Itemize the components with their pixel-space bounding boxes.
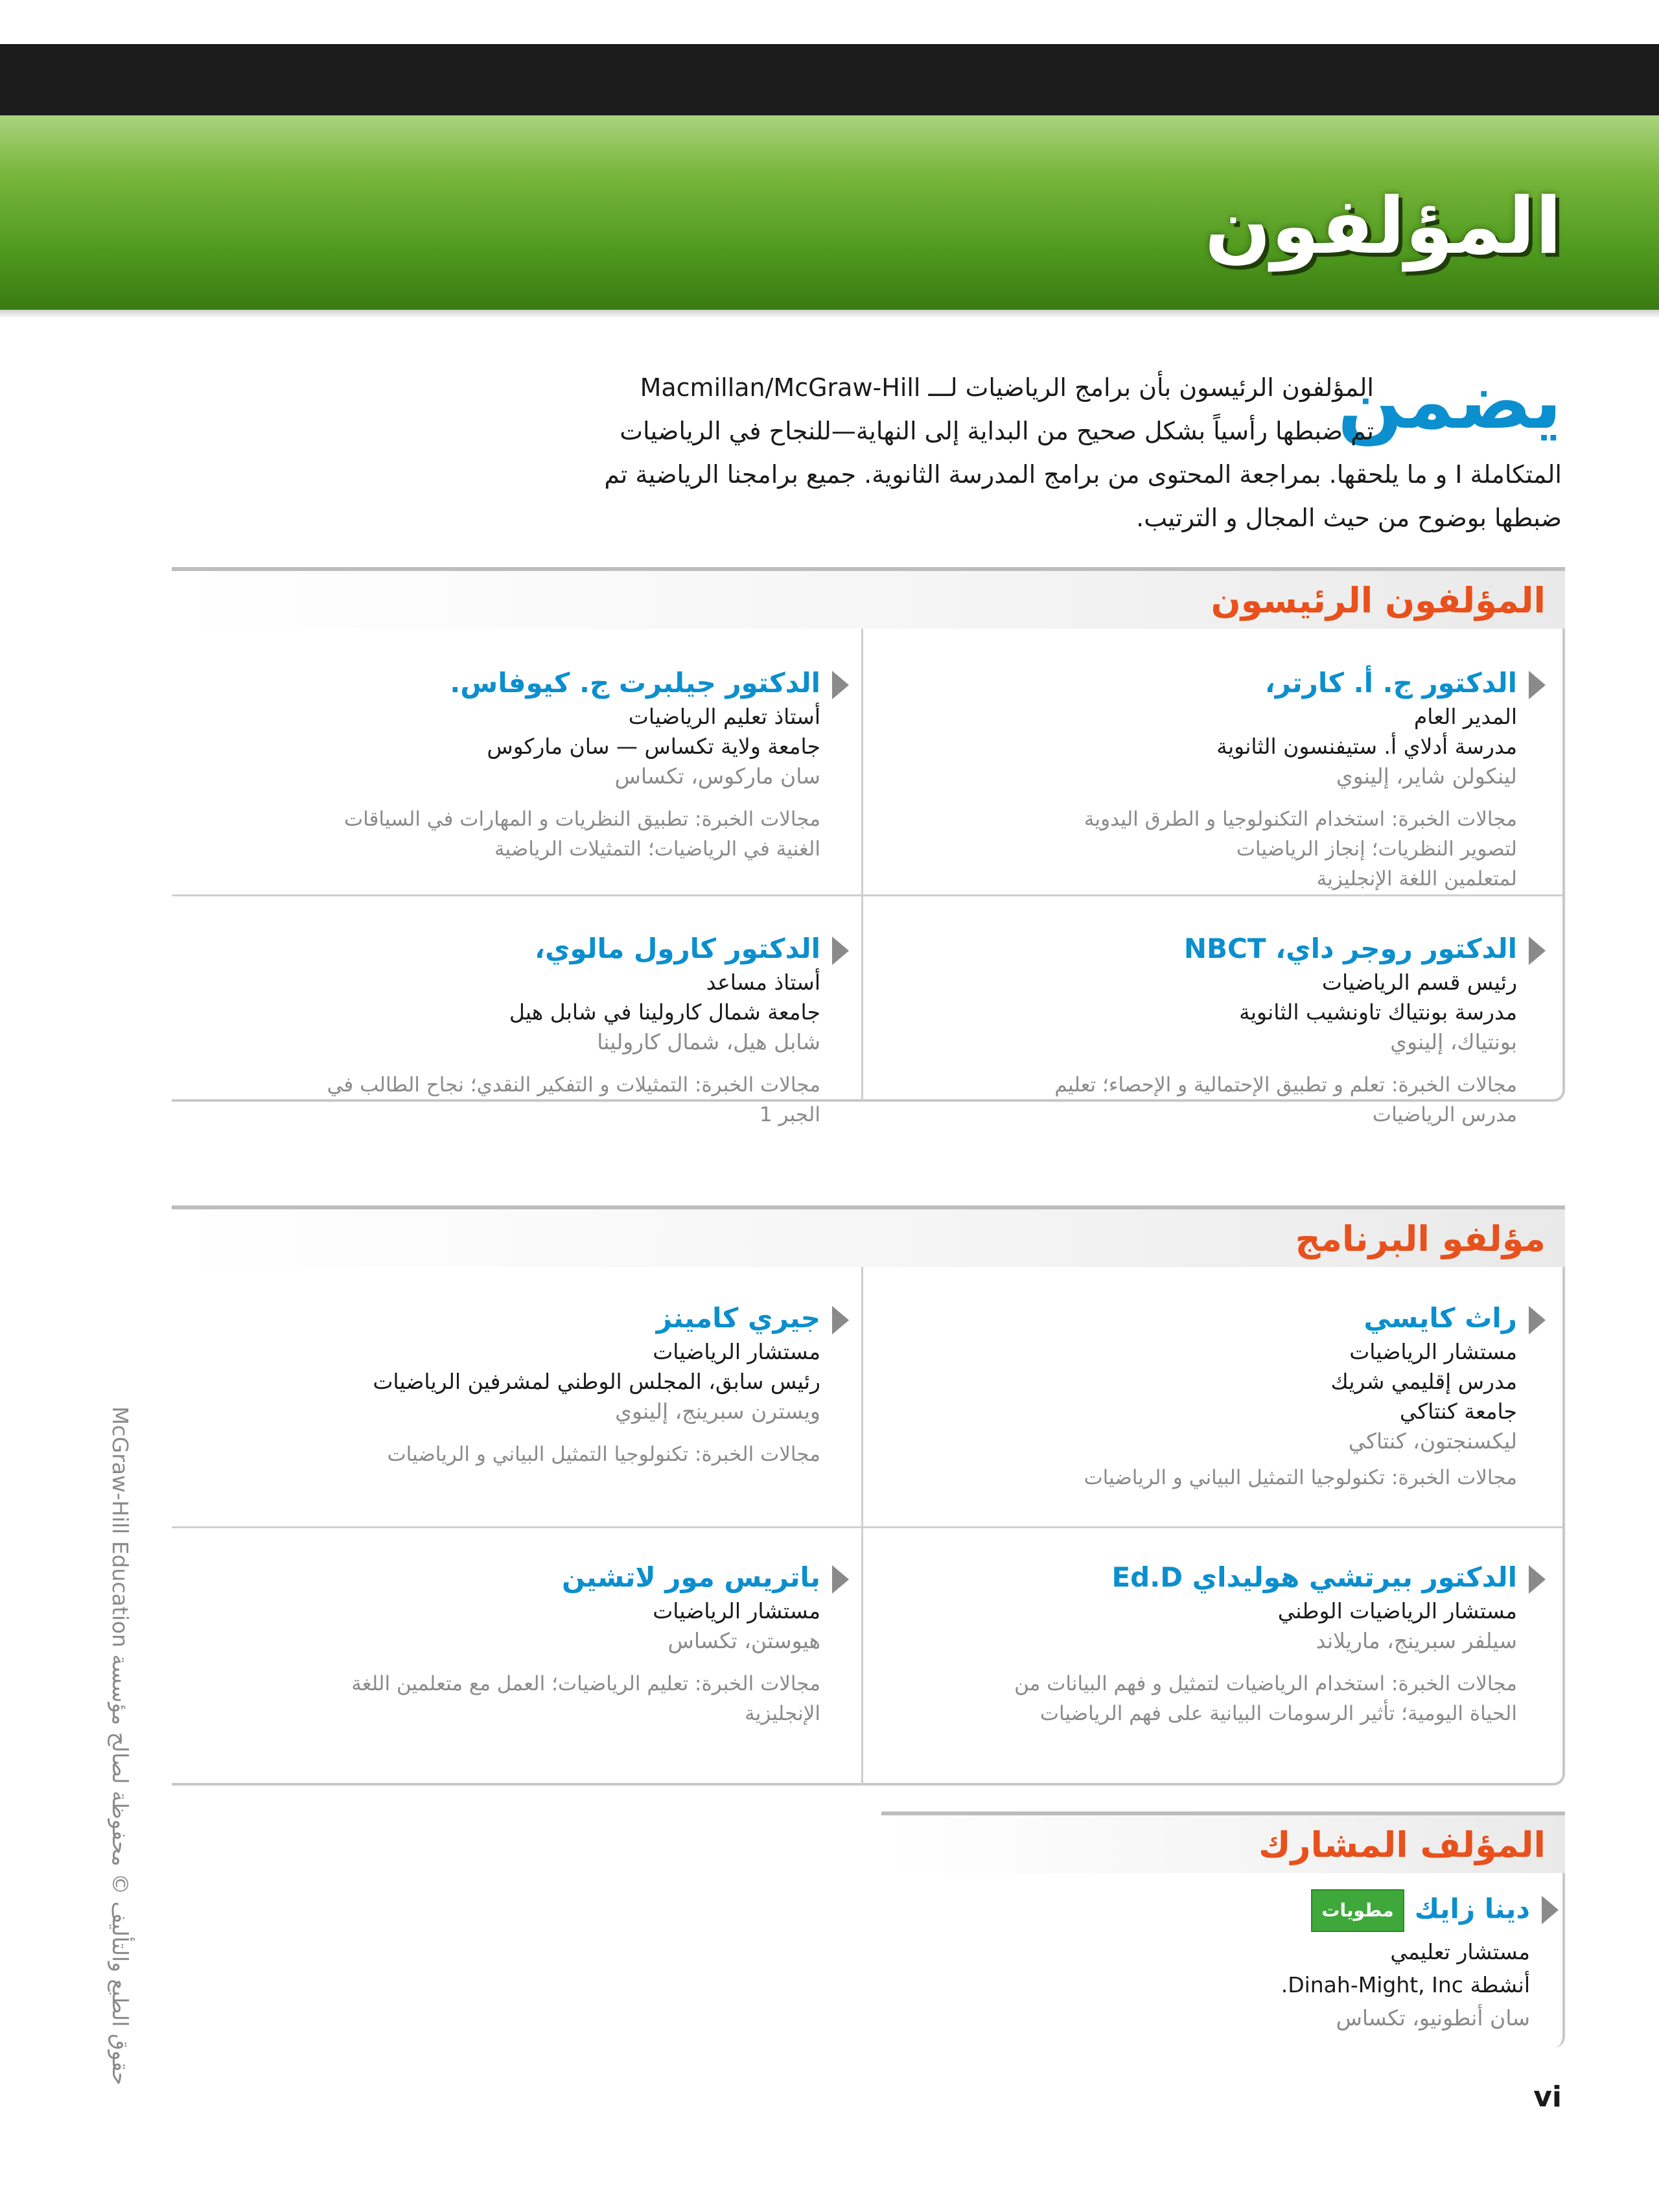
author-affiliation: جامعة ولاية تكساس — سان ماركوس xyxy=(487,734,820,759)
page-title: المؤلفون xyxy=(1205,181,1562,272)
expertise-line: مجالات الخبرة: تعليم الرياضيات؛ العمل مع متعلمين اللغة xyxy=(351,1672,820,1695)
row-divider xyxy=(172,1526,1562,1528)
expertise-line: الحياة اليومية؛ تأثير الرسومات البيانية على فهم الرياضيات xyxy=(1039,1702,1517,1725)
author-name xyxy=(908,1889,1556,1932)
author-name xyxy=(895,1299,1543,1337)
contributing-author-section xyxy=(881,1811,1565,2064)
program-authors-section xyxy=(172,1205,1565,1789)
expertise-line: مجالات الخبرة: تطبيق النظريات و المهارات في السياقات xyxy=(343,808,820,831)
intro-line-4: ضبطها بوضوح من حيث المجال و الترتيب. xyxy=(1136,504,1562,532)
author-card xyxy=(198,930,846,1130)
program-authors-header xyxy=(172,1205,1565,1267)
expertise-line: لمتعلمين اللغة الإنجليزية xyxy=(1316,867,1517,891)
author-affiliation: مدرس إقليمي شريك xyxy=(1330,1369,1517,1394)
triangle-marker-icon xyxy=(832,671,849,699)
expertise-line: مجالات الخبرة: تكنولوجيا التمثيل البياني و الرياضيات xyxy=(387,1443,820,1466)
intro-line-3: المتكاملة I و ما يلحقها. بمراجعة المحتوى من برامج المدرسة الثانوية. جميع برامجنا الرياضية تم xyxy=(604,460,1562,489)
author-affiliation: رئيس سابق، المجلس الوطني لمشرفين الرياضيات xyxy=(373,1369,820,1394)
author-name xyxy=(198,1299,846,1337)
lead-authors-title: المؤلفون الرئيسون xyxy=(1211,580,1546,621)
author-expertise xyxy=(198,804,846,864)
expertise-line: مدرس الرياضيات xyxy=(1372,1103,1517,1126)
triangle-marker-icon xyxy=(1529,1565,1546,1594)
expertise-line: الجبر 1 xyxy=(759,1103,820,1126)
row-divider xyxy=(172,894,1562,896)
author-role: مستشار الرياضيات الوطني xyxy=(1277,1598,1517,1624)
copyright-credit xyxy=(107,1406,133,2086)
author-card xyxy=(198,1299,846,1469)
author-name-text: راث كايسي xyxy=(1363,1302,1517,1334)
lead-authors-box xyxy=(172,629,1565,1126)
author-location: بونتياك، إلينوي xyxy=(1390,1029,1517,1054)
author-card xyxy=(908,1889,1556,2033)
intro-line-1: المؤلفون الرئيسون بأن برامج الرياضيات لـــ Macmillan/McGraw‑Hill xyxy=(640,373,1374,402)
author-name-text: باتريس مور لاتشين xyxy=(561,1561,820,1593)
expertise-line: الإنجليزية xyxy=(745,1702,820,1725)
author-expertise xyxy=(198,1439,846,1469)
expertise-line: لتصوير النظريات؛ إنجاز الرياضيات xyxy=(1236,837,1517,861)
contributing-author-box xyxy=(881,1873,1565,2048)
author-expertise xyxy=(895,1463,1543,1493)
author-location: سيلفر سبرينج، ماريلاند xyxy=(1316,1628,1517,1653)
author-card xyxy=(198,1559,846,1729)
triangle-marker-icon xyxy=(1529,937,1546,965)
triangle-marker-icon xyxy=(832,1565,849,1594)
author-name-text: دينا زايك xyxy=(1414,1892,1530,1925)
author-role: مستشار الرياضيات xyxy=(653,1339,820,1364)
author-card xyxy=(198,664,846,864)
copyright-text: حقوق الطبع والتأليف © محفوظة لصالح مؤسسة McGraw-Hill Education xyxy=(108,1406,133,2086)
lead-authors-section xyxy=(172,567,1565,1189)
author-role: مستشار تعليمي xyxy=(1390,1939,1530,1964)
author-role: المدير العام xyxy=(1413,704,1517,729)
author-name xyxy=(895,664,1543,702)
author-card xyxy=(895,1299,1543,1493)
intro-lead-word: يضمن xyxy=(1338,356,1562,446)
author-location: ليكسنجتون، كنتاكي xyxy=(1348,1428,1517,1454)
author-location: ويسترن سبرينج، إلينوي xyxy=(615,1399,820,1424)
triangle-marker-icon xyxy=(1529,671,1546,699)
intro-paragraph xyxy=(97,356,1562,541)
author-role: رئيس قسم الرياضيات xyxy=(1321,970,1517,995)
author-expertise xyxy=(198,1669,846,1729)
column-divider xyxy=(861,629,863,1102)
author-name xyxy=(895,930,1543,968)
contributing-author-title: المؤلف المشارك xyxy=(1258,1824,1546,1865)
author-location: لينكولن شاير، إلينوي xyxy=(1336,763,1517,789)
triangle-marker-icon xyxy=(832,1306,849,1334)
author-affiliation: أنشطة Dinah‑Might, Inc. xyxy=(1281,1972,1530,1997)
author-expertise xyxy=(895,1070,1543,1130)
author-role: أستاذ تعليم الرياضيات xyxy=(628,704,820,729)
expertise-line: الغنية في الرياضيات؛ التمثيلات الرياضية xyxy=(494,837,820,861)
author-location: هيوستن، تكساس xyxy=(667,1628,820,1653)
author-card xyxy=(895,930,1543,1130)
author-expertise xyxy=(895,804,1543,894)
contributing-author-header xyxy=(881,1811,1565,1873)
author-name xyxy=(198,664,846,702)
author-affiliation: جامعة كنتاكي xyxy=(1399,1399,1517,1424)
intro-text xyxy=(97,366,1562,540)
author-card xyxy=(895,664,1543,894)
author-name xyxy=(895,1559,1543,1596)
expertise-line: مجالات الخبرة: استخدام التكنولوجيا و الطرق اليدوية xyxy=(1084,808,1517,831)
top-black-band xyxy=(0,44,1659,115)
expertise-line: مجالات الخبرة: التمثيلات و التفكير النقدي؛ نجاح الطالب في xyxy=(327,1073,820,1097)
author-role: أستاذ مساعد xyxy=(706,970,820,995)
author-name xyxy=(198,930,846,968)
program-authors-title: مؤلفو البرنامج xyxy=(1295,1218,1546,1259)
page-number: vi xyxy=(1533,2080,1562,2113)
expertise-line: مجالات الخبرة: تعلم و تطبيق الإحتمالية و الإحصاء؛ تعليم xyxy=(1054,1073,1517,1097)
expertise-line: مجالات الخبرة: تكنولوجيا التمثيل البياني و الرياضيات xyxy=(1084,1466,1517,1489)
author-name-text: الدكتور جيلبرت ج. كيوفاس. xyxy=(450,667,820,699)
lead-authors-header xyxy=(172,567,1565,629)
author-expertise xyxy=(895,1669,1543,1729)
author-name-text: جيري كامينز xyxy=(656,1302,820,1334)
expertise-line: مجالات الخبرة: استخدام الرياضيات لتمثيل و فهم البيانات من xyxy=(1014,1672,1517,1695)
author-role: مستشار الرياضيات xyxy=(1349,1339,1517,1364)
author-location: شابل هيل، شمال كارولينا xyxy=(597,1029,820,1054)
program-authors-box xyxy=(172,1267,1565,1786)
author-location: سان ماركوس، تكساس xyxy=(614,763,820,789)
triangle-marker-icon xyxy=(1529,1306,1546,1334)
author-name-text: الدكتور روجر داي، NBCT xyxy=(1183,933,1517,964)
author-name-text: الدكتور ج. أ. كارتر، xyxy=(1264,667,1517,699)
triangle-marker-icon xyxy=(1542,1896,1559,1924)
intro-line-2: تم ضبطها رأسياً بشكل صحيح من البداية إلى النهاية—للنجاح في الرياضيات xyxy=(620,417,1374,445)
author-location: سان أنطونيو، تكساس xyxy=(1336,2005,1530,2031)
author-affiliation: جامعة شمال كارولينا في شابل هيل xyxy=(509,999,820,1025)
author-expertise xyxy=(198,1070,846,1130)
author-card xyxy=(895,1559,1543,1729)
author-name-text: الدكتور بيرتشي هوليداي Ed.D xyxy=(1111,1561,1517,1593)
author-name-text: الدكتور كارول مالوي، xyxy=(535,933,820,964)
triangle-marker-icon xyxy=(832,937,849,965)
author-affiliation: مدرسة بونتياك تاونشيب الثانوية xyxy=(1239,999,1517,1025)
author-name xyxy=(198,1559,846,1596)
author-affiliation: مدرسة أدلاي أ. ستيفنسون الثانوية xyxy=(1216,734,1517,759)
author-role: مستشار الرياضيات xyxy=(653,1598,820,1624)
foldables-badge: مطويات xyxy=(1311,1889,1404,1932)
